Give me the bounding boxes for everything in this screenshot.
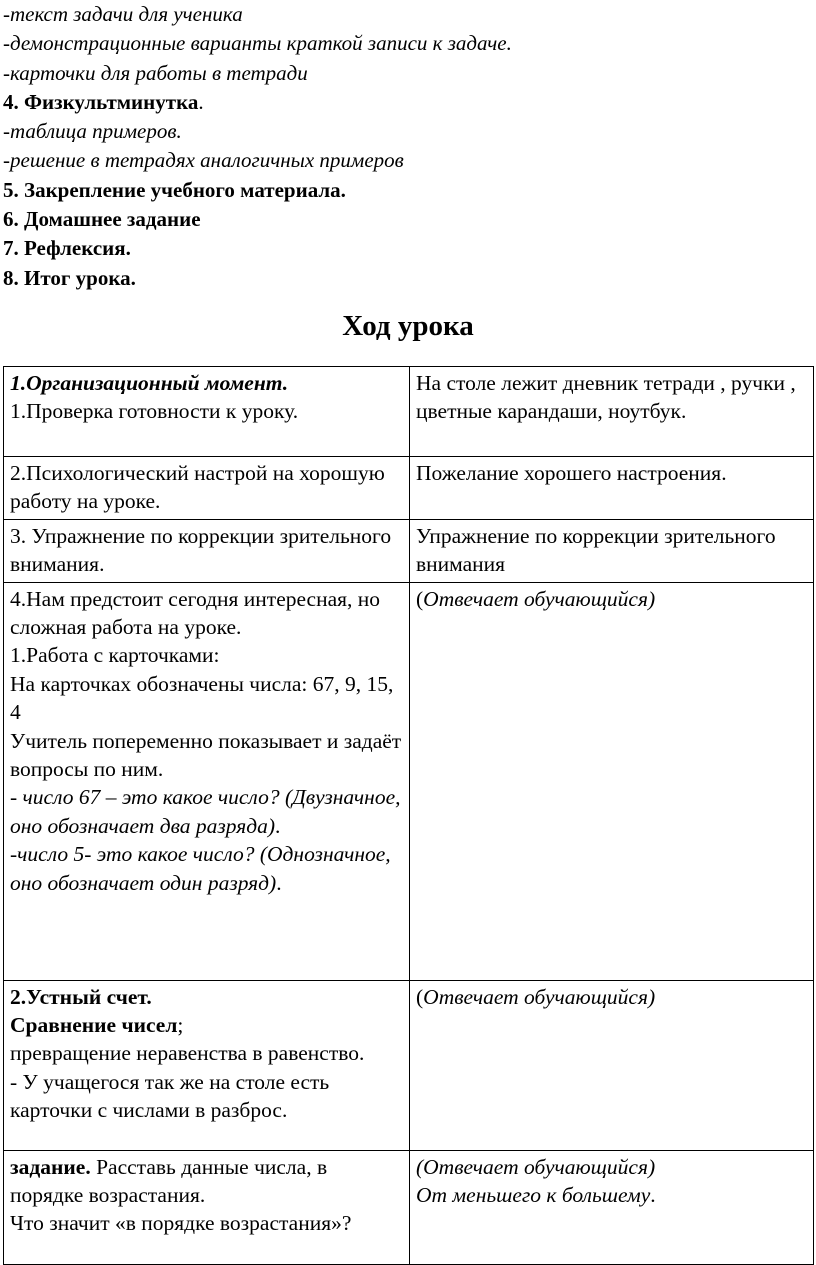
cell-text: На карточках обозначены числа: 67, 9, 15, 4 (10, 671, 394, 725)
table-cell (410, 519, 814, 582)
cell-text: 3. Упражнение по коррекции зрительного внимания. (10, 523, 392, 577)
table-cell (4, 457, 410, 520)
cell-text: Что значит «в порядке возрастания»? (10, 1211, 352, 1236)
task-label: задание. (10, 1154, 91, 1179)
table-cell (410, 1150, 814, 1264)
intro-section-title: 5. Закрепление учебного материала. (3, 177, 346, 202)
cell-text (10, 1153, 404, 1210)
intro-section-title: 4. Физкультминутка (3, 89, 199, 114)
intro-line: -демонстрационные варианты краткой записи к задаче. (3, 31, 512, 56)
answer-note: (Отвечает обучающийся) (416, 1154, 656, 1179)
intro-section-title: 6. Домашнее задание (3, 207, 201, 232)
answer-text: От меньшего к большему (416, 1183, 651, 1208)
answer-note: Отвечает обучающийся) (423, 984, 656, 1009)
intro-punct: . (198, 89, 204, 114)
table-cell (410, 457, 814, 520)
table-row (4, 457, 814, 520)
punct: . (275, 813, 281, 838)
intro-section-title: 7. Рефлексия. (3, 236, 131, 261)
cell-text: превращение неравенства в равенство. (10, 1041, 365, 1066)
dash: - (10, 842, 18, 867)
table-cell (4, 367, 410, 457)
lesson-table (3, 366, 814, 1265)
intro-line: -текст задачи для ученика (3, 2, 243, 26)
cell-text: 2.Психологический настрой на хорошую работу на уроке. (10, 461, 385, 514)
intro-line: -карточки для работы в тетради (3, 60, 308, 85)
table-cell (410, 582, 814, 980)
cell-text: 1.Проверка готовности к уроку. (10, 399, 299, 424)
cell-text: На столе лежит дневник тетради , ручки , цветные карандаши, ноутбук. (416, 371, 796, 424)
punct: ; (177, 1013, 184, 1038)
table-row (4, 582, 814, 980)
row-title: 1.Организационный момент. (10, 371, 289, 395)
page-title: Ход урока (342, 310, 474, 342)
table-cell (4, 519, 410, 582)
bracket: ( (416, 984, 424, 1009)
row-title: 2.Устный счет. (10, 984, 152, 1009)
cell-text: 4.Нам предстоит сегодня интересная, но сложная работа на уроке. (10, 586, 381, 640)
cell-text: Пожелание хорошего настроения. (416, 461, 727, 485)
dash: - (10, 785, 23, 810)
table-cell (410, 367, 814, 457)
question-text: число 67 – это какое число? (Двузначное, оно обозначает два разряда) (10, 785, 401, 838)
question-line (10, 783, 404, 840)
intro-section-title: 8. Итог урока. (3, 265, 136, 290)
intro-line: -таблица примеров. (3, 119, 182, 144)
punct: . (276, 870, 282, 895)
row-subtitle: Сравнение чисел (10, 1013, 178, 1038)
table-cell (410, 980, 814, 1150)
intro-line: -решение в тетрадях аналогичных примеров (3, 148, 404, 173)
table-row (4, 367, 814, 457)
bracket: ( (416, 586, 424, 611)
punct: . (650, 1183, 656, 1208)
task-text: Расставь данные числа, в порядке возрастания. (10, 1154, 328, 1208)
intro-line (3, 88, 813, 117)
table-cell (4, 582, 410, 980)
cell-text (10, 1011, 404, 1039)
table-cell (4, 1150, 410, 1264)
table-row (4, 980, 814, 1150)
cell-text: Упражнение по коррекции зрительного внимания (416, 523, 776, 577)
cell-text: 1.Работа с карточками: (10, 643, 220, 668)
cell-text: Учитель попеременно показывает и задаёт вопросы по ним. (10, 728, 402, 782)
cell-text: - У учащегося так же на столе есть карточки с числами в разброс. (10, 1069, 330, 1123)
table-row (4, 519, 814, 582)
intro-list (3, 0, 813, 293)
question-text: число 5- это какое число? (Однозначное, оно обозначает один разряд) (10, 842, 391, 895)
answer-note: Отвечает обучающийся) (423, 586, 656, 611)
cell-text (416, 1181, 808, 1209)
table-row (4, 1150, 814, 1264)
table-cell (4, 980, 410, 1150)
question-line (10, 840, 404, 897)
